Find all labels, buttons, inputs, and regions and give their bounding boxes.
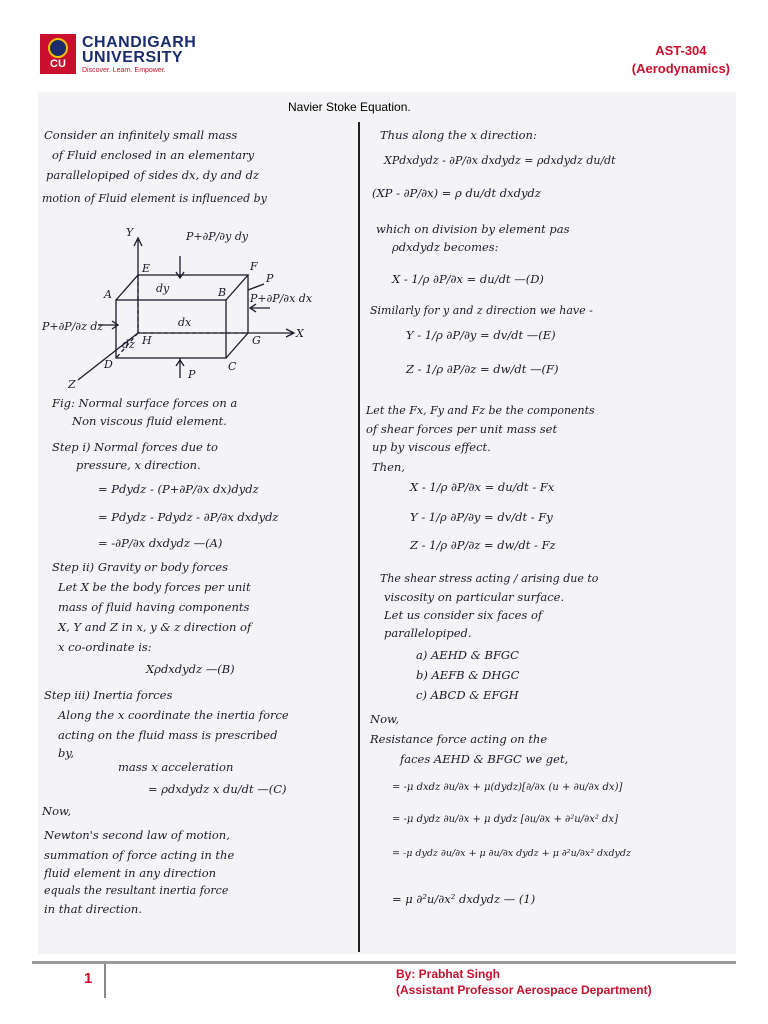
right-line: Y - 1/ρ ∂P/∂y = dv/dt —(E) — [406, 328, 556, 342]
left-line: pressure, x direction. — [76, 458, 201, 472]
author-title: (Assistant Professor Aerospace Department) — [396, 983, 652, 997]
dim-dx-label: dx — [178, 316, 192, 329]
force-p-right-label: P — [266, 272, 274, 285]
right-line: Z - 1/ρ ∂P/∂z = dw/dt - Fz — [410, 538, 556, 552]
left-line: Now, — [42, 804, 72, 818]
force-p-bottom-label: P — [188, 368, 196, 381]
course-name: (Aerodynamics) — [631, 61, 730, 76]
left-line: Fig: Normal surface forces on a — [52, 396, 238, 410]
vertex-a: A — [104, 288, 112, 301]
left-line: summation of force acting in the — [44, 848, 235, 862]
left-line: mass of fluid having components — [58, 600, 250, 614]
logo-line1: CHANDIGARH — [82, 34, 197, 51]
sun-emblem-icon — [48, 38, 68, 58]
vertex-h: H — [142, 334, 152, 347]
column-divider — [358, 122, 360, 952]
logo-badge-text: CU — [50, 58, 66, 70]
vertex-d: D — [104, 358, 113, 371]
handwritten-notes-page — [38, 92, 736, 954]
page-number: 1 — [84, 970, 93, 987]
vertex-e: E — [142, 262, 151, 275]
right-line: up by viscous effect. — [372, 440, 491, 454]
right-line: The shear stress acting / arising due to — [380, 572, 599, 585]
right-line: Let us consider six faces of — [384, 608, 543, 622]
left-line: parallelopiped of sides dx, dy and dz — [46, 168, 260, 182]
logo-line2: UNIVERSITY — [82, 49, 184, 66]
logo-tagline: Discover. Learn. Empower. — [82, 67, 166, 74]
left-line: X, Y and Z in x, y & z direction of — [58, 620, 252, 634]
axis-label-x: X — [296, 327, 304, 340]
right-line: parallelopiped. — [384, 626, 472, 640]
author-name: By: Prabhat Singh — [396, 967, 501, 981]
university-logo — [40, 34, 200, 74]
vertex-b: B — [218, 286, 227, 299]
left-line: = -∂P/∂x dxdydz —(A) — [98, 536, 223, 550]
course-code: AST-304 — [655, 43, 707, 58]
left-line: by, — [58, 746, 74, 760]
notes-title: Navier Stoke Equation. — [288, 100, 411, 114]
left-line: Step i) Normal forces due to — [52, 440, 218, 454]
left-line: Step ii) Gravity or body forces — [52, 560, 229, 574]
vertex-g: G — [252, 334, 261, 347]
left-line: Newton's second law of motion, — [44, 828, 230, 842]
dim-dy-label: dy — [156, 282, 170, 295]
left-line: = Pdydz - (P+∂P/∂x dx)dydz — [98, 482, 259, 496]
left-line: Along the x coordinate the inertia force — [58, 708, 289, 722]
right-line: Z - 1/ρ ∂P/∂z = dw/dt —(F) — [406, 362, 559, 376]
left-line: Step iii) Inertia forces — [44, 688, 173, 702]
course-info — [632, 42, 730, 78]
right-line: X - 1/ρ ∂P/∂x = du/dt - Fx — [410, 480, 555, 494]
logo-emblem — [40, 34, 76, 74]
right-line: Resistance force acting on the — [370, 732, 548, 746]
right-line: XPdxdydz - ∂P/∂x dxdydz = ρdxdydz du/dt — [384, 154, 616, 167]
left-line: Non viscous fluid element. — [72, 414, 227, 428]
right-line: Thus along the x direction: — [380, 128, 537, 142]
force-left-label: P+∂P/∂z dz — [42, 320, 104, 333]
left-line: = Pdydz - Pdydz - ∂P/∂x dxdydz — [98, 510, 279, 524]
right-line: (XP - ∂P/∂x) = ρ du/dt dxdydz — [372, 186, 541, 200]
right-line: viscosity on particular surface. — [384, 590, 565, 604]
right-line: c) ABCD & EFGH — [416, 688, 519, 702]
left-line: acting on the fluid mass is prescribed — [58, 728, 278, 742]
right-line: Then, — [372, 460, 405, 474]
footer-rule — [32, 961, 736, 964]
right-line: Y - 1/ρ ∂P/∂y = dv/dt - Fy — [410, 510, 553, 524]
right-line: X - 1/ρ ∂P/∂x = du/dt —(D) — [392, 272, 544, 286]
left-line: of Fluid enclosed in an elementary — [52, 148, 255, 162]
vertex-f: F — [250, 260, 258, 273]
left-line: Xρdxdydz —(B) — [146, 662, 235, 676]
right-line: which on division by element pas — [376, 222, 570, 236]
left-line: motion of Fluid element is influenced by — [42, 192, 267, 205]
right-line: a) AEHD & BFGC — [416, 648, 519, 662]
right-line: = -μ dydz ∂u/∂x + μ ∂u/∂x dydz + μ ∂²u/∂x² dxdydz — [392, 848, 631, 859]
axis-label-z: Z — [68, 378, 76, 391]
right-line: faces AEHD & BFGC we get, — [400, 752, 569, 766]
left-line: = ρdxdydz x du/dt —(C) — [148, 782, 287, 796]
page-header — [0, 0, 768, 90]
footer-separator — [104, 964, 106, 998]
left-line: in that direction. — [44, 902, 142, 916]
left-line: fluid element in any direction — [44, 866, 217, 880]
left-line: mass x acceleration — [118, 760, 234, 774]
left-line: equals the resultant inertia force — [44, 884, 229, 897]
right-line: = μ ∂²u/∂x² dxdydz — (1) — [392, 892, 536, 906]
force-right-label: P+∂P/∂x dx — [250, 292, 313, 305]
right-line: Now, — [370, 712, 400, 726]
vertex-c: C — [228, 360, 237, 373]
right-line: of shear forces per unit mass set — [366, 422, 558, 436]
right-line: ρdxdydz becomes: — [392, 240, 499, 254]
author-info — [396, 966, 652, 998]
left-line: Consider an infinitely small mass — [44, 128, 238, 142]
right-line: = -μ dxdz ∂u/∂x + μ(dydz)[∂/∂x (u + ∂u/∂x dx)] — [392, 782, 623, 793]
right-line: b) AEFB & DHGC — [416, 668, 520, 682]
left-line: x co-ordinate is: — [58, 640, 152, 654]
force-top-label: P+∂P/∂y dy — [186, 230, 249, 243]
right-line: Similarly for y and z direction we have - — [370, 304, 593, 317]
dim-dz-label: dz — [122, 338, 135, 351]
parallelopiped-diagram — [38, 220, 358, 395]
left-line: Let X be the body forces per unit — [58, 580, 251, 594]
right-line: Let the Fx, Fy and Fz be the components — [366, 404, 595, 417]
axis-label-y: Y — [126, 226, 134, 239]
right-line: = -μ dydz ∂u/∂x + μ dydz [∂u/∂x + ∂²u/∂x² dx] — [392, 814, 618, 825]
